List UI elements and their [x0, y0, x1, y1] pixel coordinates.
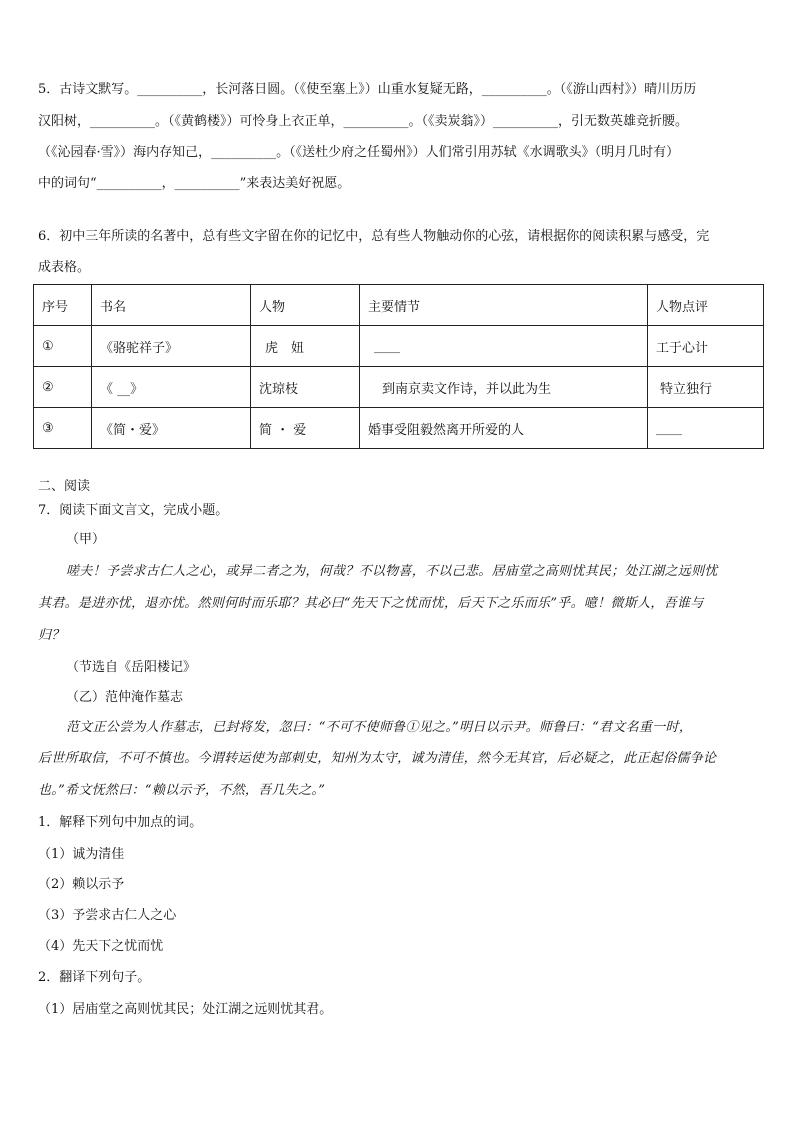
q5-line-3: （《沁园春·雪》）海内存知己，__________。（《送杜少府之任蜀州》）人们常引用苏轼《水调歌头》（明月几时有）	[38, 145, 680, 160]
sub1-item: （2）赖以示予	[38, 877, 125, 892]
jia-line-1: 嗟夫！予尝求古仁人之心，或异二者之为，何哉？不以物喜，不以己悲。居庙堂之高则忧其民；处江湖之远则忧	[66, 564, 718, 579]
table-cell: ③	[34, 408, 92, 449]
yi-label: （乙）范仲淹作墓志	[66, 690, 184, 705]
table-cell: ①	[34, 326, 92, 367]
table-cell: 工于心计	[648, 326, 764, 367]
q7-intro: 7．阅读下面文言文，完成小题。	[38, 503, 229, 518]
table-cell: 沈琼枝	[251, 367, 360, 408]
jia-line-3: 归？	[38, 628, 65, 643]
header-cell: 书名	[92, 285, 251, 326]
header-cell: 人物点评	[648, 285, 764, 326]
table-cell: 婚事受阻毅然离开所爱的人	[360, 408, 648, 449]
jia-line-2: 其君。是进亦忧，退亦忧。然则何时而乐耶？其必曰“先天下之忧而忧，后天下之乐而乐”乎。噫！微斯人，吾谁与	[38, 596, 704, 611]
table-row	[34, 326, 764, 367]
table-cell: 《 __》	[92, 367, 251, 408]
sub1-item: （1）诚为清佳	[38, 847, 125, 862]
sub1-item: （4）先天下之忧而忧	[38, 939, 164, 954]
jia-label: （甲）	[66, 532, 106, 547]
sub1-title: 1．解释下列句中加点的词。	[38, 815, 203, 830]
section-heading: 二、阅读	[38, 479, 91, 494]
yi-line-1: 范文正公尝为人作墓志，已封将发，忽曰：“不可不使师鲁①见之。”明日以示尹。师鲁曰：“君文名重一时，	[66, 720, 693, 735]
q5-line-4: 中的词句“__________，__________”来表达美好祝愿。	[38, 176, 351, 191]
table-row	[34, 408, 764, 449]
table-cell: 《骆驼祥子》	[92, 326, 251, 367]
sub2-title: 2．翻译下列句子。	[38, 970, 151, 985]
table-row	[34, 367, 764, 408]
table-cell: ②	[34, 367, 92, 408]
table-cell: 特立独行	[648, 367, 764, 408]
q5-line-2: 汉阳树，__________。（《黄鹤楼》）可怜身上衣正单，__________。（《卖炭翁》）__________，引无数英雄竞折腰。	[38, 114, 689, 129]
header-cell: 人物	[251, 285, 360, 326]
q6-line-1: 6．初中三年所读的名著中，总有些文字留在你的记忆中，总有些人物触动你的心弦，请根据你的阅读积累与感受，完	[38, 229, 710, 244]
header-cell: 序号	[34, 285, 92, 326]
jia-source: （节选自《岳阳楼记》	[66, 660, 197, 675]
table-cell: 虎 妞	[251, 326, 360, 367]
q6-line-2: 成表格。	[38, 260, 91, 275]
table-cell: 简 ・ 爱	[251, 408, 360, 449]
table-cell: ____	[360, 326, 648, 367]
sub2-item: （1）居庙堂之高则忧其民；处江湖之远则忧其君。	[38, 1002, 333, 1017]
table-header-row	[34, 285, 764, 326]
yi-line-3: 也。”希文怃然曰：“赖以示予，不然，吾几失之。”	[38, 783, 326, 798]
yi-line-2: 后世所取信，不可不慎也。今谓转运使为部刺史，知州为太守，诚为清佳，然今无其官，后必疑之，此正起俗儒争论	[38, 751, 717, 766]
reading-table	[33, 284, 764, 449]
table-cell: ____	[648, 408, 764, 449]
q5-line-1: 5．古诗文默写。__________，长河落日圆。（《使至塞上》）山重水复疑无路，__________。（《游山西村》）晴川历历	[38, 82, 697, 97]
table-cell: 到南京卖文作诗，并以此为生	[360, 367, 648, 408]
table-cell: 《简・爱》	[92, 408, 251, 449]
sub1-item: （3）予尝求古仁人之心	[38, 908, 177, 923]
header-cell: 主要情节	[360, 285, 648, 326]
